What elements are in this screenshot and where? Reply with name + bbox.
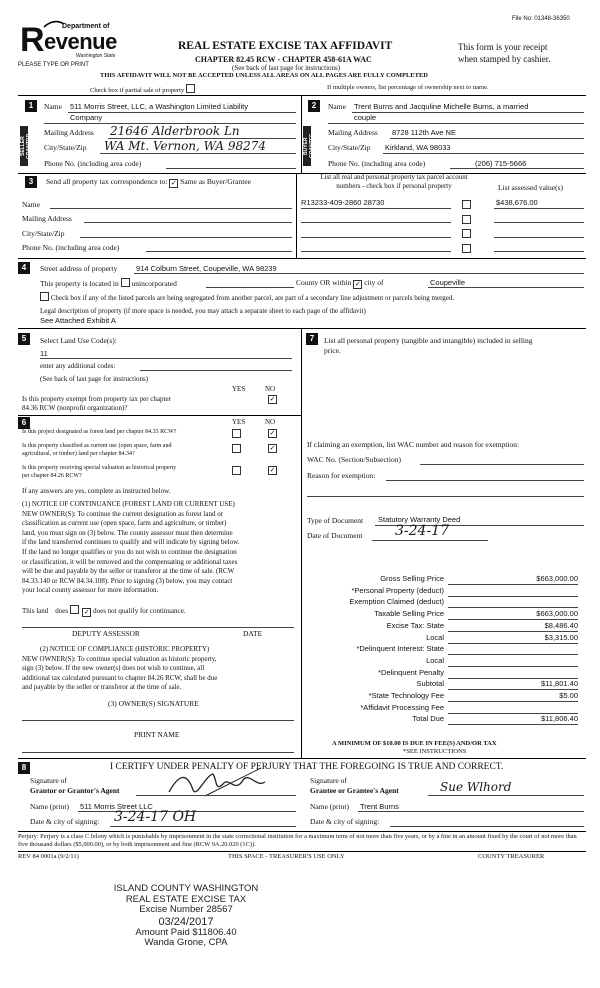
section-4-badge: 4 — [18, 262, 30, 274]
buyer-mailing-address[interactable]: 8728 112th Ave NE — [392, 128, 456, 137]
seller-phone-label: Phone No. (including area code) — [44, 159, 142, 168]
total-label: Gross Selling Price — [380, 574, 444, 583]
grantee-signature-label: Signature of — [310, 776, 347, 785]
buyer-city-state-zip[interactable]: Kirkland, WA 98033 — [385, 143, 451, 152]
total-value[interactable]: $5.00 — [448, 691, 578, 702]
assessed-header: List assessed value(s) — [498, 183, 563, 192]
reason-label: Reason for exemption: — [307, 471, 376, 480]
total-label: Excise Tax: State — [386, 620, 444, 630]
any-yes-note: If any answers are yes, complete as instructed below. — [22, 487, 171, 495]
sec5-yes-header: YES — [232, 385, 246, 393]
file-number: File No: 01348-36350 — [512, 16, 570, 22]
continuance-label: This land does ✓ does not qualify for continuance. — [22, 607, 186, 616]
historic-yes-checkbox[interactable] — [232, 466, 241, 475]
section-8-badge: 8 — [18, 762, 30, 774]
does-not-qualify-checkbox[interactable]: ✓ — [83, 608, 90, 616]
seller-name-line-1[interactable]: 511 Morris Street, LLC, a Washington Limited Liability — [70, 102, 248, 111]
deputy-assessor-label: DEPUTY ASSESSOR — [72, 629, 140, 638]
total-row — [300, 644, 586, 655]
notice-continuance: (1) NOTICE OF CONTINUANCE (FOREST LAND OR CURRENT USE) NEW OWNER(S): To continue the current designation as forest land or classification as current use (open space, farm and agriculture, or timber) land, you must sign on (3) below. The county assessor must then determine if the land transferred continues to qualify and will indicate by signing below. If the land no longer qualifies or you do not wish to continue the designation or classification, it will be removed and the compensating or additional taxes will be due and payable by the seller or transferor at the time of sale. (RCW 84.33.140 or RCW 84.34.108). Prior to signing (3) below, you may contact your local county assessor for more information. — [22, 500, 240, 595]
receipt-note: This form is your receipt — [458, 42, 548, 52]
seller-mailing-address[interactable]: 21646 Alderbrook Ln — [110, 124, 240, 138]
personal-property-checkbox-1[interactable] — [462, 200, 471, 209]
land-use-see-back: (See back of last page for instructions) — [40, 375, 149, 383]
exemption-label: If claiming an exemption, list WAC number and reason for exemption: — [307, 440, 520, 449]
current-use-question: Is this property classified as current use (open space, farm and agricultural, or timber) land per chapter 84.34? — [22, 443, 172, 457]
historic-question: Is this property receiving special valuation as historical property per chapter 84.26 RCW? — [22, 465, 177, 479]
corr-name-label: Name — [22, 200, 40, 209]
seller-city-label: City/State/Zip — [44, 143, 87, 152]
wac-label: WAC No. (Section/Subsection) — [307, 455, 401, 464]
personal-property-checkbox-4[interactable] — [462, 244, 471, 253]
certify-statement: I CERTIFY UNDER PENALTY OF PERJURY THAT THE FOREGOING IS TRUE AND CORRECT. — [110, 762, 504, 772]
total-value[interactable]: $11,806.40 — [448, 714, 578, 725]
current-use-yes-checkbox[interactable] — [232, 444, 241, 453]
additional-codes-label: enter any additional codes: — [40, 362, 116, 370]
total-row — [300, 679, 586, 690]
total-label: Subtotal — [416, 679, 444, 689]
seller-name-line-2[interactable]: Company — [70, 113, 103, 122]
grantor-print-name[interactable]: 511 Morris Street LLC — [80, 802, 153, 811]
notice-compliance: (2) NOTICE OF COMPLIANCE (HISTORIC PROPERTY) NEW OWNER(S): To continue special valuation as historic property, sign (3) below. If the new owner(s) does not wish to continue, all additional tax calculated pursuant to chapter 84.26 RCW, shall be due and payable by the seller or transferor at the time of sale. — [22, 645, 218, 692]
total-label: Local — [426, 655, 444, 665]
grantor-date-label: Date & city of signing: — [30, 817, 100, 826]
land-use-code[interactable]: 11 — [40, 349, 48, 358]
city-of-checkbox[interactable]: ✓ — [354, 280, 361, 288]
total-row — [300, 714, 586, 725]
legal-description-value[interactable]: See Attached Exhibit A — [40, 316, 116, 325]
forest-yes-checkbox[interactable] — [232, 429, 241, 438]
seller-mail-label: Mailing Address — [44, 128, 94, 137]
buyer-mail-label: Mailing Address — [328, 128, 378, 137]
segregated-checkbox[interactable] — [40, 292, 49, 301]
total-row — [300, 574, 586, 585]
document-date-label: Date of Document — [307, 531, 363, 540]
partial-sale-checkbox[interactable] — [186, 84, 195, 93]
document-type[interactable]: Statutory Warranty Deed — [378, 515, 461, 524]
total-label: *Delinquent Interest: State — [356, 644, 444, 654]
property-street-address[interactable]: 914 Colburn Street, Coupeville, WA 98239 — [136, 264, 277, 273]
seller-grantor-tab: SELLER GRANTOR — [20, 126, 28, 166]
see-back-note: (See back of last page for instructions) — [232, 64, 341, 72]
section-5-badge: 5 — [18, 333, 30, 345]
parcel-header: List all real and personal property tax parcel account numbers - check box if personal property — [320, 173, 468, 190]
located-label: This property is located in unincorporated — [40, 279, 177, 288]
total-label: *State Technology Fee — [368, 691, 444, 700]
total-row — [300, 621, 586, 632]
minimum-due-note: A MINIMUM OF $10.00 IS DUE IN FEE(S) AND/OR TAX — [332, 740, 497, 747]
personal-property-checkbox-3[interactable] — [462, 229, 471, 238]
personal-property-checkbox-2[interactable] — [462, 215, 471, 224]
buyer-grantee-tab: BUYER GRANTEE — [303, 126, 311, 166]
form-chapter: CHAPTER 82.45 RCW - CHAPTER 458-61A WAC — [195, 55, 372, 64]
unincorporated-checkbox[interactable] — [121, 278, 130, 287]
section-6-badge: 6 — [18, 417, 30, 429]
seller-name-label: Name — [44, 102, 62, 111]
property-city[interactable]: Coupeville — [430, 278, 466, 287]
total-label: *Delinquent Penalty — [378, 667, 444, 677]
section-2-badge: 2 — [308, 100, 320, 112]
buyer-name-line-2[interactable]: couple — [354, 113, 377, 122]
sec6-no-header: NO — [265, 418, 276, 426]
assessed-value[interactable]: $438,676.00 — [496, 198, 538, 207]
total-value[interactable]: $663,000.00 — [448, 609, 578, 620]
send-correspondence-label: Send all property tax correspondence to: ✓ Same as Buyer/Grantee — [46, 177, 251, 187]
same-as-buyer-checkbox[interactable]: ✓ — [170, 179, 177, 187]
personal-property-label: List all personal property (tangible and intangible) included in selling price. — [324, 336, 533, 355]
grantor-date-city[interactable]: 3-24-17 OH — [114, 809, 197, 825]
total-label: Local — [426, 632, 444, 642]
corr-phone-label: Phone No. (including area code) — [22, 243, 120, 252]
total-row — [300, 656, 586, 667]
total-value[interactable]: $663,000.00 — [448, 574, 578, 585]
grantor-name-label: Name (print) — [30, 802, 69, 811]
form-title: REAL ESTATE EXCISE TAX AFFIDAVIT — [178, 40, 393, 52]
seller-city-state-zip[interactable]: WA Mt. Vernon, WA 98274 — [104, 139, 267, 153]
grantee-name-label: Name (print) — [310, 802, 349, 811]
land-use-label: Select Land Use Code(s): — [40, 336, 117, 345]
legal-description-label: Legal description of property (if more space is needed, you may attach a separate sheet to each page of the affidavit) — [40, 307, 366, 315]
total-row — [300, 609, 586, 620]
total-row — [300, 633, 586, 644]
section-7-badge: 7 — [306, 333, 318, 345]
total-label: Exemption Claimed (deduct) — [349, 597, 444, 607]
partial-sale-label: Check box if partial sale of property — [90, 84, 195, 94]
forest-no-checkbox[interactable]: ✓ — [269, 429, 276, 437]
receipt-note-2: when stamped by cashier. — [458, 54, 551, 64]
grantor-signature-label: Signature of — [30, 776, 67, 785]
buyer-phone-label: Phone No. (including area code) — [328, 159, 426, 168]
county-or-within-label: County OR within ✓ city of — [296, 278, 384, 288]
total-value[interactable] — [448, 586, 578, 597]
total-row — [300, 597, 586, 608]
total-row — [300, 703, 586, 714]
document-date[interactable]: 3-24-17 — [395, 523, 449, 539]
revenue-logo: Department of R evenue Washington State — [18, 18, 128, 64]
total-row — [300, 668, 586, 679]
street-address-label: Street address of property — [40, 264, 118, 273]
county-treasurer-label: COUNTY TREASURER — [478, 853, 545, 860]
perjury-notice: Perjury: Perjury is a class C felony which is punishable by imprisonment in the state correctional institution for a maximum term of not more than five years, or by a fine in an amount fixed by the court of not more than five thousand dollars ($5,000.00), or by both imprisonment and fine (RCW 9A.20.020 (1C)). — [18, 833, 577, 848]
treasurer-stamp: ISLAND COUNTY WASHINGTON REAL ESTATE EXCISE TAX Excise Number 28567 03/24/2017 Amount Paid $11806.40 Wanda Grone, CPA — [113, 883, 259, 948]
print-name-label: PRINT NAME — [134, 730, 180, 739]
total-label: Taxable Selling Price — [374, 609, 444, 619]
total-label: Total Due — [412, 714, 444, 724]
buyer-name-line-1[interactable]: Trent Burns and Jacquline Michelle Burns, a married — [354, 102, 529, 111]
nonprofit-question: Is this property exempt from property tax per chapter 84.36 RCW (nonprofit organization)? — [22, 395, 171, 412]
see-instructions-note: *SEE INSTRUCTIONS — [403, 748, 467, 755]
grantee-print-name[interactable]: Trent Burns — [360, 802, 399, 811]
warning-line: THIS AFFIDAVIT WILL NOT BE ACCEPTED UNLESS ALL AREAS ON ALL PAGES ARE FULLY COMPLETED — [100, 72, 428, 79]
grantee-agent-label: Grantee or Grantee's Agent — [310, 786, 399, 795]
nonprofit-no-checkbox[interactable]: ✓ — [269, 395, 276, 403]
total-value[interactable] — [448, 644, 578, 655]
buyer-city-label: City/State/Zip — [328, 143, 371, 152]
form-revision: REV 84 0001a (9/2/11) — [18, 853, 79, 860]
total-row — [300, 586, 586, 597]
total-label: *Personal Property (deduct) — [351, 585, 444, 595]
total-value[interactable]: $11,801.40 — [448, 679, 578, 690]
buyer-phone[interactable]: (206) 715-5666 — [475, 159, 527, 168]
total-value[interactable] — [448, 703, 578, 714]
section-3-badge: 3 — [25, 176, 37, 188]
grantor-agent-label: Grantor or Grantor's Agent — [30, 786, 120, 795]
multiple-owners-note: If multiple owners, list percentage of ownership next to name. — [327, 84, 489, 91]
grantee-date-label: Date & city of signing: — [310, 817, 380, 826]
total-row — [300, 691, 586, 702]
corr-city-label: City/State/Zip — [22, 229, 65, 238]
assessor-date-label: DATE — [243, 629, 263, 638]
does-qualify-checkbox[interactable] — [70, 605, 79, 614]
owner-signature-label: (3) OWNER(S) SIGNATURE — [108, 699, 199, 708]
please-type: PLEASE TYPE OR PRINT — [18, 62, 89, 68]
parcel-number[interactable]: R13233-409-2860 28730 — [301, 198, 385, 207]
treasurer-use-note: THIS SPACE - TREASURER'S USE ONLY — [228, 853, 345, 860]
total-value[interactable] — [448, 656, 578, 667]
total-value[interactable] — [448, 668, 578, 679]
document-type-label: Type of Document — [307, 516, 364, 525]
buyer-name-label: Name — [328, 102, 346, 111]
total-value[interactable]: $8,486.40 — [448, 621, 578, 632]
total-value[interactable]: $3,315.00 — [448, 633, 578, 644]
segregated-label: Check box if any of the listed parcels are being segregated from another parcel, are part of a secondary line adjustment or parcels being merged. — [40, 292, 454, 302]
total-label: *Affidavit Processing Fee — [360, 702, 444, 712]
sec5-no-header: NO — [265, 385, 276, 393]
corr-mail-label: Mailing Address — [22, 214, 72, 223]
forest-land-question: Is this project designated as forest land per chapter 84.33 RCW? — [22, 429, 177, 435]
total-value[interactable] — [448, 597, 578, 608]
section-1-badge: 1 — [25, 100, 37, 112]
current-use-no-checkbox[interactable]: ✓ — [269, 444, 276, 452]
grantee-signature[interactable]: Sue Wlhord — [440, 780, 512, 794]
historic-no-checkbox[interactable]: ✓ — [269, 466, 276, 474]
sec6-yes-header: YES — [232, 418, 246, 426]
